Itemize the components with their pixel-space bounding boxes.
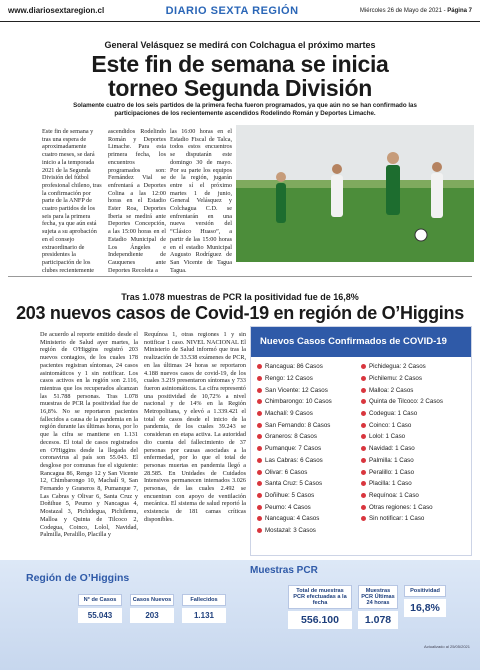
story1-lead: Solamente cuatro de los seis partidos de la primera fecha fueron programados, ya que aún no se han confirmado las participaciones de los recientemente ascendidos Rodelindo Román y Deportes Limache. bbox=[73, 102, 417, 117]
bullet-icon bbox=[257, 493, 262, 498]
bullet-icon bbox=[257, 434, 262, 439]
date-info: Miércoles 26 de Mayo de 2021 - Página 7 bbox=[359, 7, 472, 14]
bullet-icon bbox=[361, 434, 366, 439]
stat-pcr-24h: Muestras PCR Últimas 24 horas 1.078 bbox=[358, 585, 398, 629]
case-item: Peralillo: 1 Caso bbox=[361, 466, 465, 478]
covid-box-title: Nuevos Casos Confirmados de COVID-19 bbox=[251, 327, 471, 357]
case-item: Pichilemu: 2 Casos bbox=[361, 373, 465, 385]
bullet-icon bbox=[361, 423, 366, 428]
bullet-icon bbox=[257, 446, 262, 451]
bullet-icon bbox=[361, 481, 366, 486]
case-item: Malloa: 2 Casos bbox=[361, 384, 465, 396]
pcr-footnote: Actualizado al 25/05/2021 bbox=[423, 644, 470, 649]
bullet-icon bbox=[257, 376, 262, 381]
case-item: Palmilla: 1 Caso bbox=[361, 455, 465, 467]
bullet-icon bbox=[257, 423, 262, 428]
bullet-icon bbox=[361, 376, 366, 381]
story2-headline: 203 nuevos casos de Covid-19 en región de O’Higgins bbox=[16, 303, 464, 323]
bullet-icon bbox=[361, 516, 366, 521]
case-item: Placilla: 1 Caso bbox=[361, 478, 465, 490]
case-item: Otras regiones: 1 Caso bbox=[361, 501, 465, 513]
case-item: Nancagua: 4 Casos bbox=[257, 513, 361, 525]
region-stats-title: Región de O’Higgins bbox=[26, 572, 130, 584]
bullet-icon bbox=[361, 470, 366, 475]
story1-headline: Este fin de semana se inicia torneo Segunda División bbox=[91, 51, 389, 101]
case-item: Santa Cruz: 5 Casos bbox=[257, 478, 361, 490]
bullet-icon bbox=[361, 364, 366, 369]
case-item: Lolol: 1 Caso bbox=[361, 431, 465, 443]
case-item: Mostazal: 3 Casos bbox=[257, 525, 361, 537]
bullet-icon bbox=[257, 516, 262, 521]
case-item: Olivar: 6 Casos bbox=[257, 466, 361, 478]
story1-col3: las 16:00 horas en el Estadio Fiscal de Talca, todos estos encuentros se disputarán este domingo 30 de mayo. Por su parte los equipos de la región, jugarán entre sí el próximo martes 1 de junio, General Velásquez y Colchagua C.D. se enfrentarán en una nueva versión del “Clásico Huaso”, a partir de las 15:00 horas en el estadio Municipal Augusto Rodríguez de San Vicente de Tagua Tagua. bbox=[170, 128, 232, 274]
bullet-icon bbox=[361, 399, 366, 404]
site-url[interactable]: www.diariosextaregion.cl bbox=[8, 6, 105, 15]
bullet-icon bbox=[257, 411, 262, 416]
bullet-icon bbox=[257, 364, 262, 369]
case-item: San Vicente: 12 Casos bbox=[257, 384, 361, 396]
page-header bbox=[0, 0, 480, 22]
case-item: Navidad: 1 Caso bbox=[361, 443, 465, 455]
case-item: Quinta de Tilcoco: 2 Casos bbox=[361, 396, 465, 408]
case-item: Codegua: 1 Caso bbox=[361, 408, 465, 420]
case-item: Sin notificar: 1 Caso bbox=[361, 513, 465, 525]
story1-kicker: General Velásquez se medirá con Colchagua el próximo martes bbox=[104, 40, 376, 50]
case-item: Pichidegua: 2 Casos bbox=[361, 361, 465, 373]
cases-list-right bbox=[361, 361, 465, 536]
stat-pcr-total: Total de muestras PCR efectuadas a la fecha 556.100 bbox=[288, 585, 352, 629]
story2-kicker: Tras 1.078 muestras de PCR la positividad fue de 16,8% bbox=[121, 292, 359, 302]
stat-nuevos: Casos Nuevos 203 bbox=[130, 594, 174, 623]
story1-col1: Este fin de semana y tras una espera de aproximadamente cuatro meses, se dará inicio a la temporada 2021 de la Segunda División del fútbol profesional chileno, tras la confirmación por parte de la ANFP de cuatro partidos de los seis para la primera fecha, ya que aún está sujeta a su aprobación en el consejo extraordinario de presidentes la participación de los clubes recientemente bbox=[42, 128, 102, 274]
divider bbox=[8, 276, 472, 277]
case-item: Chimbarongo: 10 Casos bbox=[257, 396, 361, 408]
case-item: Rancagua: 86 Casos bbox=[257, 361, 361, 373]
bullet-icon bbox=[257, 481, 262, 486]
case-item: San Fernando: 8 Casos bbox=[257, 419, 361, 431]
case-item: Machalí: 9 Casos bbox=[257, 408, 361, 420]
case-item: Doñihue: 5 Casos bbox=[257, 490, 361, 502]
story1-col2: ascendidos Rodelindo Román y Deportes Limache. Para esta primera fecha, los encuentros programados son: Fernández Vial se enfrentará a Deportes Colina a las 12:00 horas en el Estadio Ester Roa, Deportes Iberia se medirá ante Deportes Concepción, a las 15:00 horas en el Estadio Municipal de Los Ángeles e Independiente de Cauquenes ante Deportes Recoleta a bbox=[108, 128, 166, 274]
bullet-icon bbox=[257, 388, 262, 393]
stat-casos: N° de Casos 55.043 bbox=[78, 594, 122, 623]
case-item: Peumo: 4 Casos bbox=[257, 501, 361, 513]
bullet-icon bbox=[257, 399, 262, 404]
case-item: Las Cabras: 6 Casos bbox=[257, 455, 361, 467]
story2-col1: De acuerdo al reporte emitido desde el Ministerio de Salud ayer martes, la región de O'Higgins registró 203 nuevos contagios, de los cuales 178 pacientes registran síntomas, 24 casos asintomáticos y 1 sin notificar. Los casos activos en la región son 2.116, mientras que los recuperados alcanzan las 51.788 personas. Tras 1.078 muestras de PCR la positividad fue de 16,8%. No se reportaron pacientes fallecidos a causa de la pandemia en la región durante las últimas horas, por lo que la cifra se mantiene en 1.131 decesos. El total de casos registrados en O'Higgins desde la llegada del coronavirus al país son 55.043. El desglose por comunas fue el siguiente: Rancagua 86, Rengo 12 y San Vicente 12, Chimbarongo 10, Machalí 9, San Fernando y Graneros 8, Pumanque 7, Las Cabras y Olivar 6, Santa Cruz y Doñihue 5, Peumo y Nancagua 4, Mostazal 3, Pichidegua, Pichilemu, Malloa y Quinta de Tilcoco 2, Codegua, Coinco, Lolol, Navidad, Palmilla, Peralillo, Placilla y bbox=[40, 331, 138, 539]
bullet-icon bbox=[257, 470, 262, 475]
stat-fallecidos: Fallecidos 1.131 bbox=[182, 594, 226, 623]
case-item: Coinco: 1 Caso bbox=[361, 419, 465, 431]
case-item: Graneros: 8 Casos bbox=[257, 431, 361, 443]
newspaper-brand: DIARIO SEXTA REGIÓN bbox=[165, 4, 299, 17]
bullet-icon bbox=[361, 458, 366, 463]
case-item: Pumanque: 7 Casos bbox=[257, 443, 361, 455]
pcr-title: Muestras PCR bbox=[250, 565, 318, 576]
bullet-icon bbox=[361, 446, 366, 451]
bullet-icon bbox=[257, 505, 262, 510]
bullet-icon bbox=[361, 505, 366, 510]
bullet-icon bbox=[257, 528, 262, 533]
bullet-icon bbox=[361, 388, 366, 393]
football-photo bbox=[236, 125, 474, 262]
case-item: Requínoa: 1 Caso bbox=[361, 490, 465, 502]
covid-cases-box bbox=[250, 326, 472, 556]
story2-col2: Requínoa 1, otras regiones 1 y sin notificar 1 caso. NIVEL NACIONAL El Ministerio de Salud informó que tras la realización de 33.538 exámenes de PCR, en las últimas 24 horas se reportaron 4.188 nuevos casos de covid-19, de los cuales 3.219 presentaron síntomas y 733 fueron asintomáticos. La cifra representó una positividad de 10,72% a nivel nacional y de 14% en la Región Metropolitana, y elevó a 1.339.421 el total de casos desde el inicio de la pandemia, de los cuales 39.243 se consideran en etapa activa. La autoridad dio cuenta del fallecimiento de 37 personas por causas asociadas a la enfermedad, por lo que el total de personas muertas en pandemia llegó a 28.585. En Unidades de Cuidados Intensivos permanecen internados 3.026 personas, de las cuales 2.492 se encuentran con apoyo de ventilación mecánica. El sistema de salud reportó la existencia de 181 camas críticas disponibles. bbox=[144, 331, 246, 523]
bullet-icon bbox=[257, 458, 262, 463]
bullet-icon bbox=[361, 411, 366, 416]
cases-list-left bbox=[257, 361, 361, 536]
stat-positividad: Positividad 16,8% bbox=[404, 585, 446, 617]
case-item: Rengo: 12 Casos bbox=[257, 373, 361, 385]
bullet-icon bbox=[361, 493, 366, 498]
